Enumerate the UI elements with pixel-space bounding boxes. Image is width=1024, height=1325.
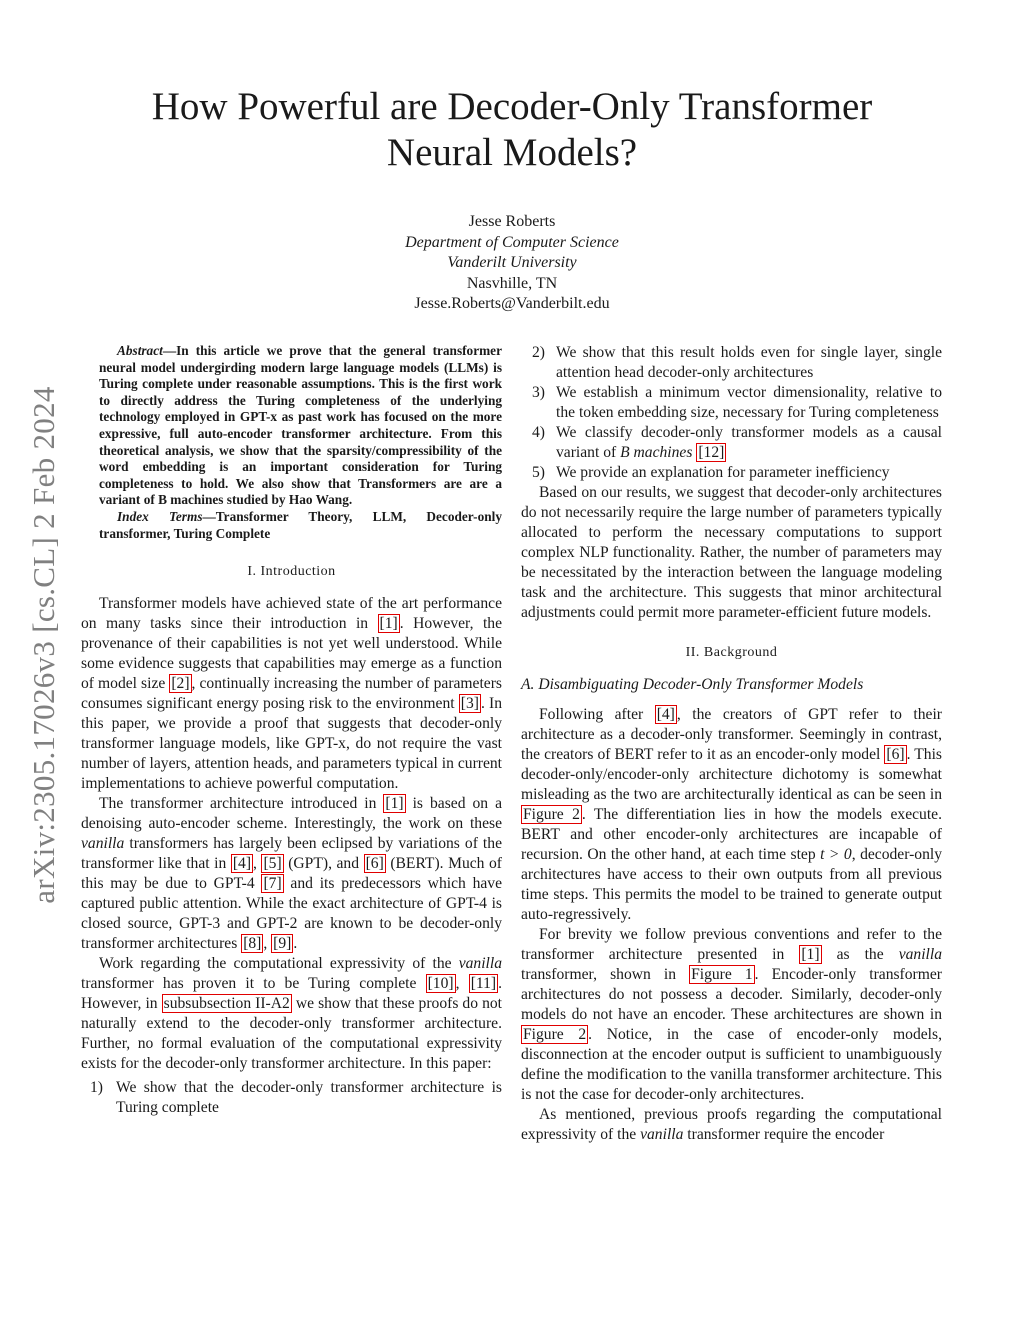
background-paragraph-3: As mentioned, previous proofs regarding the computational expressivity of the vanilla transformer require the encoder [521,1106,942,1143]
list-item: 1) We show that the decoder-only transformer architecture is Turing complete [90,1079,502,1117]
list-item: 2) We show that this result holds even for single layer, single attention head decoder-only architectures [532,344,942,381]
author-name: Jesse Roberts [468,213,556,230]
results-paragraph: Based on our results, we suggest that decoder-only architectures do not necessarily require the large number of parameters typically allocated to perform the necessary computations to support complex NLP functionality. Rather, the number of parameters may be necessitated by the interaction between the language modeling task and the architecture. This suggests that minor architectural adjustments could permit more parameter-efficient future models. [521,484,942,621]
citation-link[interactable]: [9] [273,935,292,953]
abstract-label: Abstract [117,343,163,358]
contribution-list-right [521,343,942,483]
citation-link[interactable]: [12] [698,444,725,461]
abstract-text: —In this article we prove that the general transformer neural model undergirding modern large language models (LLMs) is Turing complete under reasonable assumptions. This is the first work to directly address the Turing completeness of the underlying technology employed in GPT-x as past work has focused on the more expressive, full auto-encoder transformer architecture. From this theoretical analysis, we show that the sparsity/compressibility of the word embedding is an important consideration for Turing completeness to hold. We also show that Transformers are are a variant of B machines studied by Hao Wang. [99,343,502,508]
citation-link[interactable]: [4] [656,706,675,723]
citation-link[interactable]: [1] [801,946,820,963]
subsection-heading: A. Disambiguating Decoder-Only Transformer Models [521,676,864,693]
intro-paragraph-3: Work regarding the computational expressivity of the vanilla transformer has proven it to be Turing complete [10] , [11] . However, in subsubsection II-A2 we show that these proofs do not naturally extend to the decoder-only transformer architecture. Further, no formal evaluation of the computational expressivity exists for the decoder-only transformer architecture. In this paper: [81,955,502,1073]
citation-link[interactable]: [1] [379,615,398,633]
left-column [81,343,502,1118]
citation-link[interactable]: [11] [470,975,497,993]
author-email: Jesse.Roberts@Vanderbilt.edu [414,295,610,312]
citation-link[interactable]: [5] [263,855,282,873]
figure-link[interactable]: Figure 1 [691,966,753,983]
citation-link[interactable]: [8] [243,935,262,953]
author-location: Nasvhille, TN [466,274,558,292]
section-heading-background: II. Background [685,645,778,660]
intro-paragraph-1: Transformer models have achieved state of the art performance on many tasks since their introduction in [1] . However, the provenance of their capabilities is not yet well understood. While some evidence suggests that capabilities may emerge as a function of model size [2] , continually increasing the number of parameters consumes significant energy posing risk to the environment [3] . In this paper, we provide a proof that suggests that decoder-only transformer language models, like GPT-x, do not require the vast number of layers, attention heads, and parameters typical in current implementations to achieve powerful computation. [81,595,503,793]
citation-link[interactable]: [10] [427,975,454,993]
citation-link[interactable]: [1] [385,795,404,813]
figure-link[interactable]: Figure 2 [523,806,580,823]
author-department: Department of Computer Science [405,233,619,251]
background-paragraph-2: For brevity we follow previous conventions and refer to the transformer architecture presented in [1] as the vanilla transformer, shown in Figure 1 . Encoder-only transformer architectures do not possess a decoder. Similarly, decoder-only models do not have an encoder. These architectures are shown in Figure 2 . Notice, in the case of encoder-only models, disconnection at the encoder output is sufficient to unambiguously define the modification to the vanilla transformer architecture. This is not the case for decoder-only architectures. [521,926,942,1103]
list-item: 4) We classify decoder-only transformer models as a causal variant of B machines [12] [532,424,942,461]
contribution-list-left [81,1078,502,1118]
citation-link[interactable]: [7] [263,875,282,893]
index-terms-text: —Transformer Theory, LLM, Decoder-only transformer, Turing Complete [99,508,502,541]
citation-link[interactable]: [6] [365,855,384,873]
author-university: Vanderilt University [447,254,577,271]
citation-link[interactable]: [6] [886,746,905,763]
citation-link[interactable]: [4] [232,855,252,873]
index-terms-label: Index Terms [117,508,203,524]
figure-link[interactable]: Figure 2 [523,1026,587,1043]
abstract [81,343,502,542]
section-heading-introduction: I. Introduction [247,564,336,580]
right-column [521,343,942,1145]
math-inline: t > 0 [820,846,852,863]
arxiv-identifier-text: arXiv:2305.17026v3 [cs.CL] 2 Feb 2024 [26,386,61,904]
subsubsection-link[interactable]: subsubsection II-A2 [163,995,290,1013]
arxiv-identifier [18,360,70,930]
citation-link[interactable]: [2] [171,675,190,693]
intro-paragraph-2: The transformer architecture introduced in [1] is based on a denoising auto-encoder scheme. Interestingly, the work on these vanilla transformers has largely been eclipsed by variations of the transformer like that in [4] , [5] (GPT), and [6] (BERT). Much of this may be due to GPT-4 [7] and its predecessors which have captured public attention. While the exact architecture of GPT-4 is closed source, GPT-3 and GPT-2 are known to be decoder-only transformer architectures [8] , [9] . [81,795,503,953]
list-item: 3) We establish a minimum vector dimensionality, relative to the token embedding size, necessary for Turing completeness [532,384,942,421]
background-paragraph-1: Following after [4] , the creators of GPT refer to their architecture as a decoder-only transformer. Seemingly in contrast, the creators of BERT refer to it as an encoder-only model [6] . This decoder-only/encoder-only architecture dichotomy is somewhat misleading as the two are architecturally identical as can be seen in Figure 2 . The differentiation lies in how the models execute. BERT and other encoder-only architectures are incapable of recursion. On the other hand, at each time step t > 0, decoder-only architectures have access to their own outputs from all previous time steps. This permits the model to be trained to generate output auto-regressively. [521,706,943,923]
paper-title: How Powerful are Decoder-Only Transformer Neural Models? [151,85,873,174]
list-item: 5) We provide an explanation for parameter inefficiency [532,464,890,481]
author-block [120,212,904,315]
citation-link[interactable]: [3] [460,695,479,713]
title-block [120,84,904,315]
